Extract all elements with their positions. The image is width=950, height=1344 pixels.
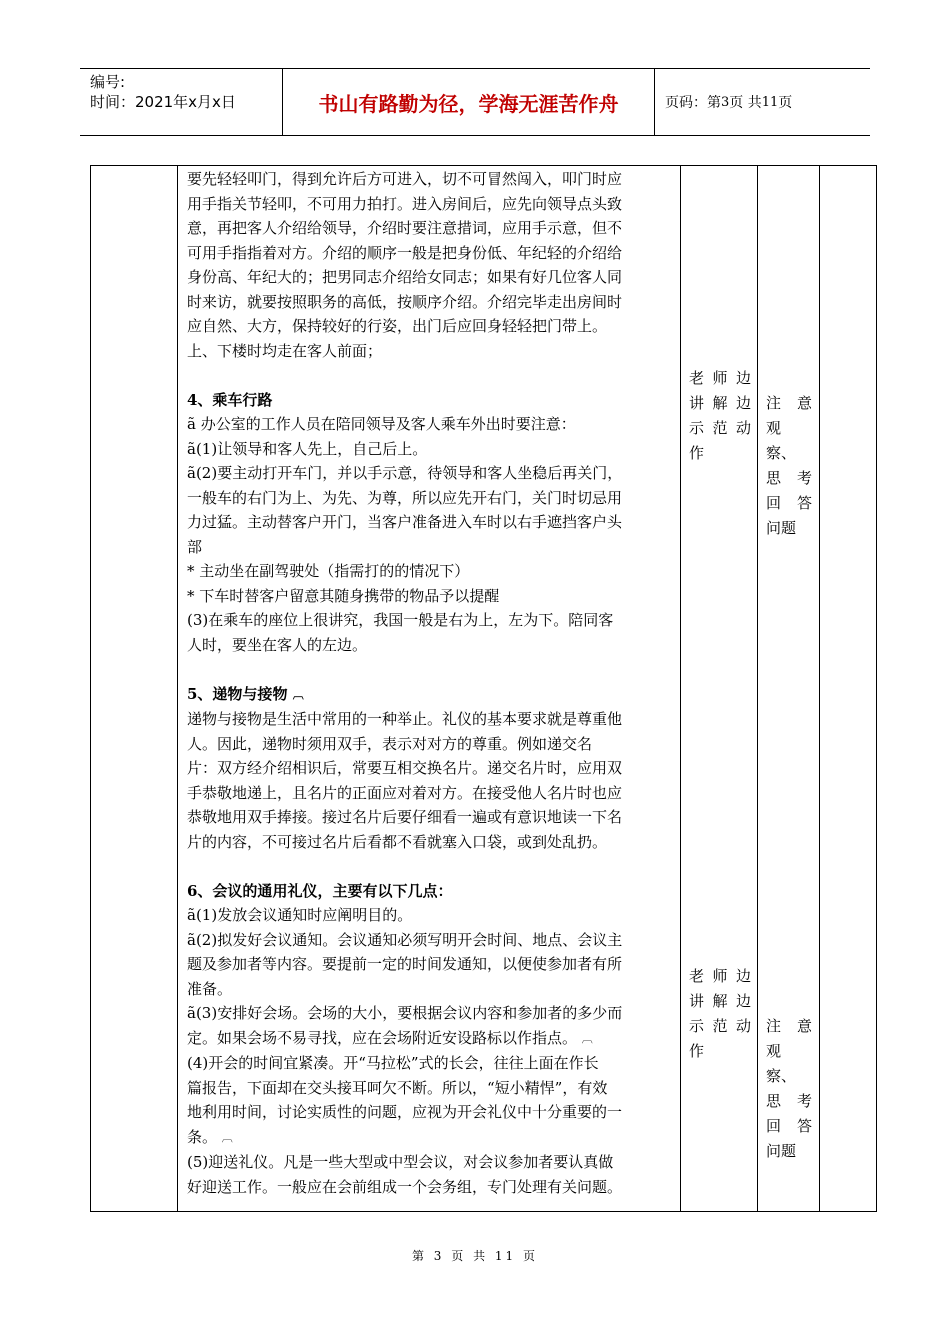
page-header (80, 68, 870, 136)
line-text: 人时，要坐在客人的左边。 (187, 635, 368, 654)
line-text: ã(1)发放会议通知时应阐明目的。 (187, 906, 413, 924)
content-line (187, 265, 677, 290)
line-text: ã 办公室的工作人员在陪同领导及客人乘车外出时要注意： (187, 415, 576, 433)
teacher-note-line: 作 (689, 1042, 705, 1060)
teacher-activity (689, 964, 751, 1064)
column-divider (819, 166, 820, 1211)
section-heading (187, 682, 677, 708)
page-footer (0, 1247, 950, 1264)
student-note-line: 观 (766, 1042, 782, 1060)
line-text: 题及参加者等内容。要提前一定的时间发通知，以便使参加者有所 (187, 955, 623, 973)
lesson-table (90, 165, 877, 1212)
line-text: 要先轻轻叩门，得到允许后方可进入，切不可冒然闯入，叩门时应 (187, 170, 623, 188)
teacher-note-line: 示范动 (689, 419, 751, 437)
line-text: 准备。 (187, 979, 233, 998)
line-text: 篇报告，下面却在交头接耳呵欠不断。所以，“短小精悍”，有效 (187, 1078, 608, 1097)
line-text: 人。因此，递物时须用双手，表示对对方的尊重。例如递交名 (187, 734, 593, 753)
content-line (187, 608, 677, 633)
student-note-line: 察、 (766, 444, 797, 462)
line-text: 4、乘车行路 (187, 390, 273, 409)
content-line (187, 290, 677, 315)
content-line (187, 1026, 677, 1052)
page-mid: 页 共 (729, 95, 762, 111)
student-note-line: 观 (766, 419, 782, 437)
line-text: 手恭敬地递上，且名片的正面应对着对方。在接受他人名片时也应 (187, 783, 623, 802)
page-end: 页 (778, 95, 793, 111)
line-text: 好迎送工作。一般应在会前组成一个会务组，专门处理有关问题。 (187, 1177, 623, 1196)
lesson-content (187, 167, 677, 1199)
line-text: 地利用时间，讨论实质性的问题，应视为开会礼仪中十分重要的一 (187, 1103, 623, 1121)
header-meta (80, 69, 283, 135)
column-divider (177, 166, 178, 1211)
line-text: 恭敬地用双手捧接。接过名片后要仔细看一遍或有意识地读一下名 (187, 808, 623, 826)
line-text: 上、下楼时均走在客人前面； (187, 341, 383, 360)
content-line (187, 732, 677, 757)
section-heading (187, 879, 677, 904)
section-heading (187, 388, 677, 413)
blank-line (187, 363, 677, 388)
footer-suffix: 页 (523, 1249, 539, 1263)
line-text: (5)迎送礼仪。凡是一些大型或中型会议，对会议参加者要认真做 (187, 1153, 614, 1171)
page-number: 3 (721, 94, 730, 110)
content-line (187, 781, 677, 806)
edit-mark: ︹ (221, 1130, 233, 1144)
teacher-note-line: 讲解边 (689, 992, 751, 1010)
line-text: 片的内容，不可接过名片后看都不看就塞入口袋，或到处乱扔。 (187, 832, 608, 851)
teacher-note-line: 老师边 (689, 967, 751, 985)
line-text: 可用手指指着对方。介绍的顺序一般是把身份低、年纪轻的介绍给 (187, 243, 623, 262)
line-text: 条。 (187, 1127, 218, 1146)
line-text: 应自然、大方，保持较好的行姿，出门后应回身轻轻把门带上。 (187, 317, 608, 335)
content-line (187, 1100, 677, 1125)
student-note-line: 问题 (766, 519, 797, 537)
content-line (187, 216, 677, 241)
line-text: (3)在乘车的座位上很讲究，我国一般是右为上，左为下。陪同客 (187, 611, 614, 629)
column-divider (757, 166, 758, 1211)
student-note-line: 思 考 (766, 1092, 812, 1110)
line-text: 身份高、年纪大的；把男同志介绍给女同志；如果有好几位客人同 (187, 268, 623, 286)
line-text: 力过猛。主动替客户开门，当客户准备进入车时以右手遮挡客户头 (187, 513, 623, 531)
content-line (187, 1076, 677, 1101)
content-line (187, 192, 677, 217)
content-line (187, 928, 677, 953)
column-divider (680, 166, 681, 1211)
line-text: 5、递物与接物 (187, 684, 288, 703)
line-text: (4)开会的时间宜紧凑。开“马拉松”式的长会，往往上面在作长 (187, 1054, 599, 1072)
student-activity (766, 1014, 812, 1164)
content-line (187, 241, 677, 266)
line-text: 部 (187, 537, 203, 556)
edit-mark: ︹ (292, 687, 304, 701)
code-label: 编号: (90, 73, 126, 91)
page-label: 页码：第 (665, 95, 721, 111)
content-line (187, 1175, 677, 1200)
blank-line (187, 854, 677, 879)
header-page-info (655, 69, 870, 135)
content-line (187, 461, 677, 486)
teacher-note-line: 示范动 (689, 1017, 751, 1035)
page-total: 11 (761, 94, 779, 110)
line-text: ã(3)安排好会场。会场的大小，要根据会议内容和参加者的多少而 (187, 1004, 623, 1022)
line-text: * 主动坐在副驾驶处（指需打的的情况下） (187, 562, 470, 580)
time-label: 时间：2021年x月x日 (90, 93, 236, 111)
line-text: 时来访，就要按照职务的高低，按顺序介绍。介绍完毕走出房间时 (187, 292, 623, 311)
content-line (187, 903, 677, 928)
header-motto: 书山有路勤为径，学海无涯苦作舟 (283, 69, 655, 135)
footer-page: 3 (433, 1249, 445, 1263)
line-text: 6、会议的通用礼仪，主要有以下几点： (187, 881, 453, 900)
content-line (187, 314, 677, 339)
content-line (187, 633, 677, 658)
content-line (187, 1150, 677, 1175)
student-note-line: 回 答 (766, 1117, 812, 1135)
content-line (187, 1125, 677, 1151)
content-line (187, 437, 677, 462)
content-line (187, 167, 677, 192)
line-text: 片：双方经介绍相识后，常要互相交换名片。递交名片时，应用双 (187, 759, 623, 777)
student-note-line: 注 意 (766, 394, 812, 412)
student-note-line: 思 考 (766, 469, 812, 487)
line-text: 一般车的右门为上、为先、为尊，所以应先开右门，关门时切忌用 (187, 488, 623, 507)
content-line (187, 1051, 677, 1076)
content-line (187, 584, 677, 609)
line-text: ã(1)让领导和客人先上，自己后上。 (187, 439, 428, 458)
footer-mid: 页 共 (451, 1249, 489, 1263)
line-text: * 下车时替客户留意其随身携带的物品予以提醒 (187, 586, 500, 605)
blank-line (187, 657, 677, 682)
line-text: 递物与接物是生活中常用的一种举止。礼仪的基本要求就是尊重他 (187, 710, 623, 728)
content-line (187, 1001, 677, 1026)
content-line (187, 339, 677, 364)
student-note-line: 注 意 (766, 1017, 812, 1035)
content-line (187, 510, 677, 535)
content-line (187, 707, 677, 732)
student-activity (766, 391, 812, 541)
footer-prefix: 第 (411, 1249, 427, 1263)
content-line (187, 952, 677, 977)
line-text: ã(2)要主动打开车门，并以手示意，待领导和客人坐稳后再关门， (187, 464, 623, 482)
content-line (187, 412, 677, 437)
student-note-line: 察、 (766, 1067, 797, 1085)
content-line (187, 977, 677, 1002)
footer-total: 11 (494, 1249, 517, 1263)
teacher-note-line: 老师边 (689, 369, 751, 387)
teacher-note-line: 讲解边 (689, 394, 751, 412)
content-line (187, 535, 677, 560)
content-line (187, 805, 677, 830)
line-text: 用手指关节轻叩，不可用力拍打。进入房间后，应先向领导点头致 (187, 194, 623, 213)
teacher-activity (689, 366, 751, 466)
line-text: 意，再把客人介绍给领导，介绍时要注意措词，应用手示意，但不 (187, 219, 623, 237)
content-line (187, 830, 677, 855)
student-note-line: 问题 (766, 1142, 797, 1160)
content-line (187, 486, 677, 511)
content-line (187, 756, 677, 781)
line-text: ã(2)拟发好会议通知。会议通知必须写明开会时间、地点、会议主 (187, 930, 623, 949)
teacher-note-line: 作 (689, 444, 705, 462)
line-text: 定。如果会场不易寻找，应在会场附近安设路标以作指点。 (187, 1028, 578, 1047)
edit-mark: ︹ (581, 1031, 593, 1045)
student-note-line: 回 答 (766, 494, 812, 512)
content-line (187, 559, 677, 584)
